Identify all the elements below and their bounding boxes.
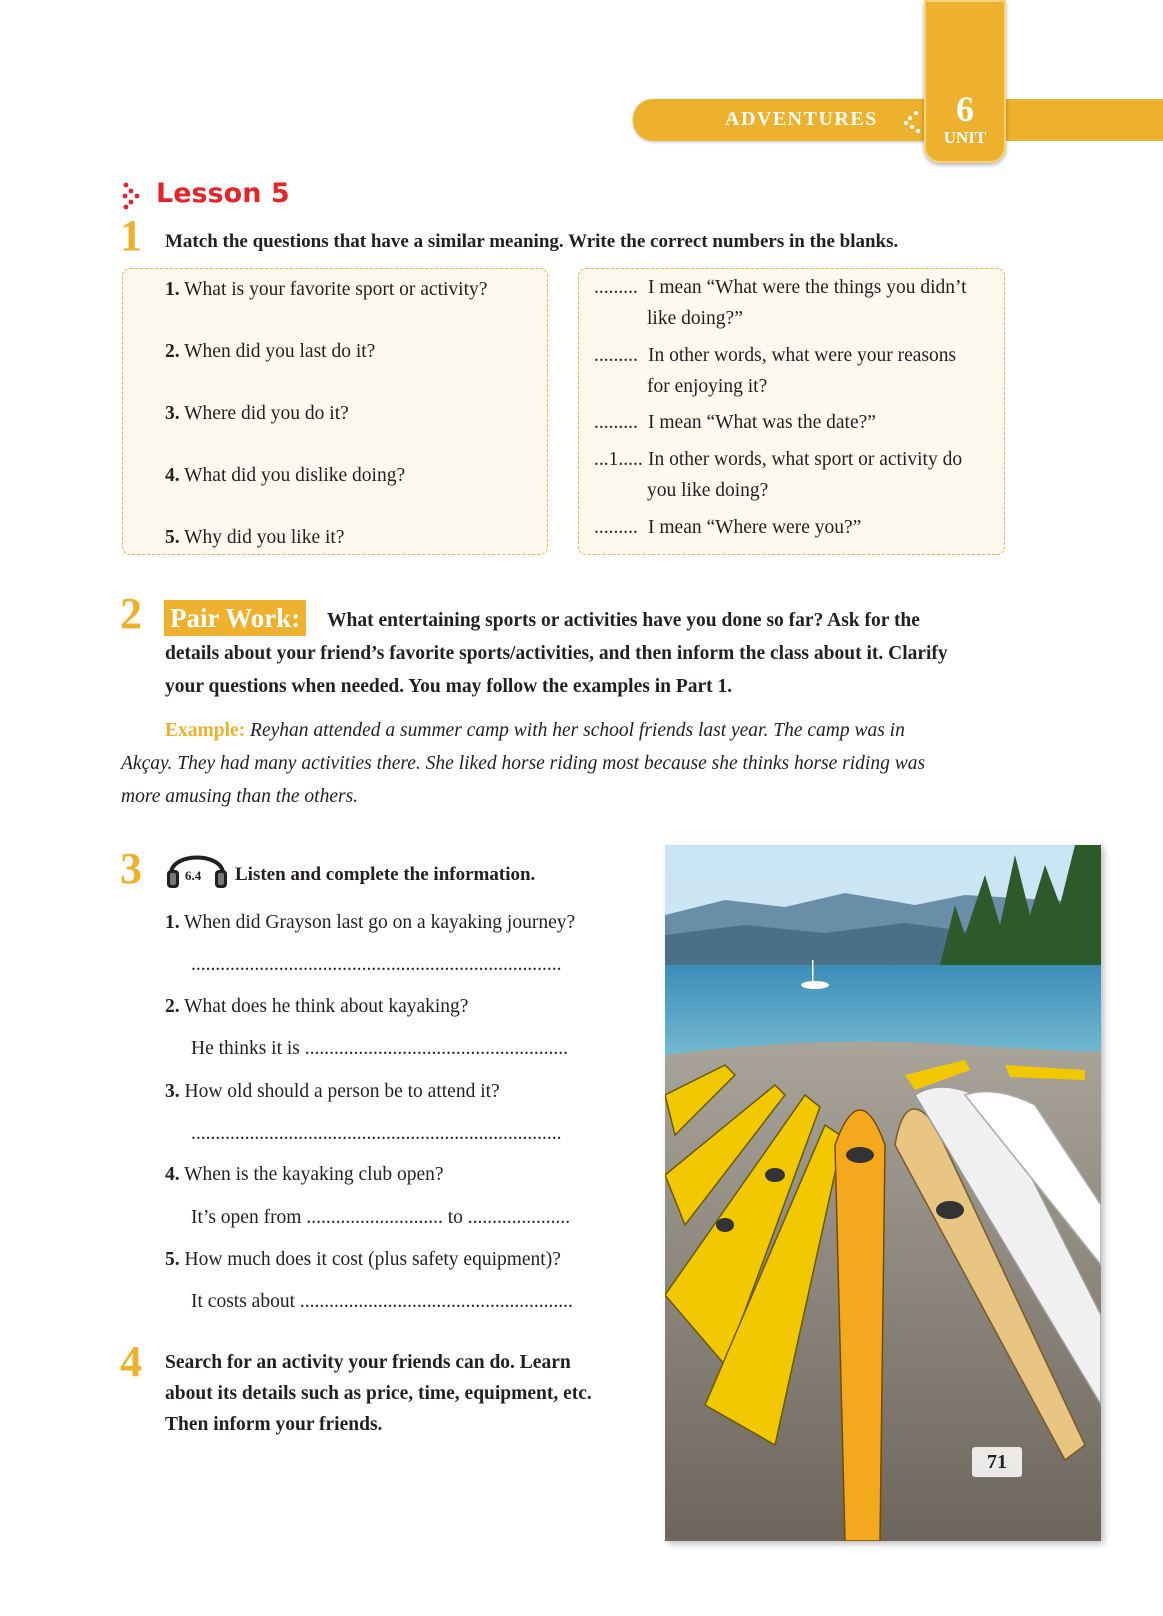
example-line3: more amusing than the others. bbox=[121, 786, 359, 807]
listening-question: 1. When did Grayson last go on a kayaking journey? bbox=[165, 912, 576, 933]
answer-blank[interactable]: ......... bbox=[594, 277, 638, 298]
example-label: Example: bbox=[165, 720, 246, 741]
answer-blank[interactable]: ......... bbox=[594, 517, 638, 538]
audio-track-number: 6.4 bbox=[185, 868, 202, 883]
section-4-line1: Search for an activity your friends can do. Learn bbox=[165, 1352, 571, 1373]
answer-blank[interactable]: ......... bbox=[594, 412, 638, 433]
listening-answer-line[interactable]: He thinks it is ...................................................... bbox=[191, 1038, 569, 1059]
section-2-number: 2 bbox=[120, 589, 142, 638]
section-4-line3: Then inform your friends. bbox=[165, 1414, 383, 1435]
page-number: 71 bbox=[972, 1447, 1022, 1477]
unit-header-bar-extension bbox=[988, 99, 1163, 141]
answer-blank[interactable]: ......... bbox=[594, 345, 638, 366]
question-item: 4. What did you dislike doing? bbox=[165, 465, 406, 486]
section-4-line2: about its details such as price, time, equipment, etc. bbox=[165, 1383, 592, 1404]
question-item: 2. When did you last do it? bbox=[165, 341, 376, 362]
question-item: 1. What is your favorite sport or activity? bbox=[165, 279, 488, 300]
question-item: 5. Why did you like it? bbox=[165, 527, 345, 548]
lesson-title: Lesson 5 bbox=[156, 178, 290, 209]
unit-label: UNIT bbox=[943, 128, 987, 147]
listening-answer-line[interactable]: ............................................................................ bbox=[191, 1123, 562, 1144]
section-1-number: 1 bbox=[120, 211, 142, 260]
dots-decoration-icon bbox=[902, 110, 922, 134]
answer-blank-filled[interactable]: ...1..... bbox=[594, 449, 643, 470]
kayaks-photo bbox=[665, 845, 1101, 1541]
example-line2: Akçay. They had many activities there. She liked horse riding most because she thinks horse riding was bbox=[121, 753, 926, 774]
listening-question: 4. When is the kayaking club open? bbox=[165, 1164, 444, 1185]
listening-question: 2. What does he think about kayaking? bbox=[165, 996, 469, 1017]
section-3-number: 3 bbox=[120, 844, 142, 893]
lesson-dots-icon bbox=[122, 182, 144, 210]
unit-number: 6 bbox=[956, 89, 974, 129]
pair-work-label: Pair Work: bbox=[164, 600, 306, 636]
listening-answer-line[interactable]: It’s open from ............................ to ..................... bbox=[191, 1207, 571, 1228]
unit-title: ADVENTURES bbox=[725, 108, 878, 130]
listening-answer-line[interactable]: ............................................................................ bbox=[191, 954, 562, 975]
section-2-text-line2: details about your friend’s favorite sports/activities, and then inform the class about it. Clarify bbox=[165, 643, 948, 664]
section-2-text-line1: What entertaining sports or activities have you done so far? Ask for the bbox=[327, 610, 920, 631]
example-line1: Example: Reyhan attended a summer camp with her school friends last year. The camp was in bbox=[165, 720, 905, 741]
section-1-instruction: Match the questions that have a similar meaning. Write the correct numbers in the blanks. bbox=[165, 231, 899, 252]
question-item: 3. Where did you do it? bbox=[165, 403, 349, 424]
listening-question: 3. How old should a person be to attend it? bbox=[165, 1081, 500, 1102]
section-2-text-line3: your questions when needed. You may follow the examples in Part 1. bbox=[165, 676, 733, 697]
listening-question: 5. How much does it cost (plus safety equipment)? bbox=[165, 1249, 561, 1270]
section-3-instruction: Listen and complete the information. bbox=[235, 864, 536, 885]
listening-answer-line[interactable]: It costs about ........................................................ bbox=[191, 1291, 573, 1312]
section-4-number: 4 bbox=[120, 1337, 142, 1386]
